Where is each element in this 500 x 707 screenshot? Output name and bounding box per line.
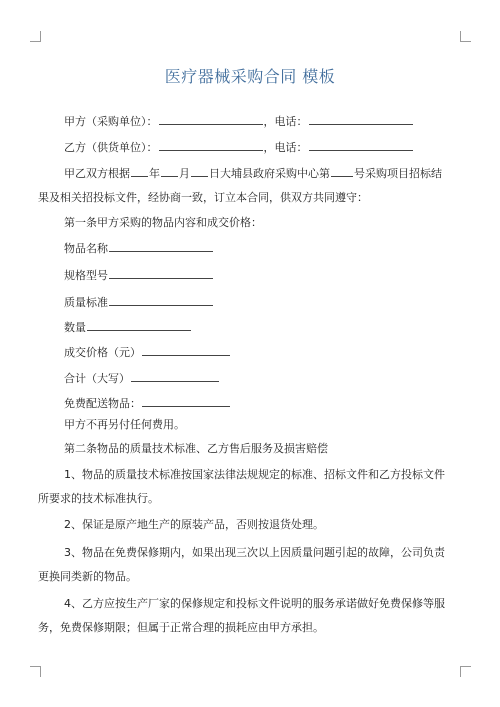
party-a-line: [64, 114, 414, 129]
intro-month-text: 月: [179, 167, 190, 180]
clause-1-line-2: 所要求的技术标准执行。: [38, 492, 159, 505]
field-item-name: [64, 241, 214, 256]
page-title: 医疗器械采购合同 模板: [164, 67, 336, 86]
intro-year-text: 年: [149, 167, 160, 180]
field-quality-label: 质量标准: [64, 296, 108, 309]
corner-mark-top-right: [460, 31, 471, 42]
field-spec-label: 规格型号: [64, 269, 108, 282]
field-free-delivery-label: 免费配送物品：: [64, 397, 141, 410]
corner-mark-top-left: [30, 31, 41, 42]
party-b-name-blank[interactable]: [159, 140, 263, 151]
field-item-name-label: 物品名称: [64, 242, 108, 255]
spec-blank[interactable]: [109, 268, 213, 279]
party-a-phone-label: ，电话：: [263, 115, 308, 128]
article-2-title: 第二条物品的质量技术标准、乙方售后服务及损害赔偿: [64, 442, 328, 455]
corner-mark-bottom-left: [30, 666, 41, 677]
clause-1-line-1: 1、物品的质量技术标准按国家法律法规规定的标准、招标文件和乙方投标文件: [64, 468, 445, 481]
party-a-phone-blank[interactable]: [309, 114, 413, 125]
article-1-title: 第一条甲方采购的物品内容和成交价格：: [64, 216, 262, 229]
intro-text-1: 甲乙双方根据: [64, 167, 130, 180]
year-blank[interactable]: [131, 166, 148, 177]
clause-4-line-2: 务，免费保修期限；但属于正常合理的损耗应由甲方承担。: [38, 621, 324, 634]
party-b-phone-blank[interactable]: [309, 140, 413, 151]
party-a-label: 甲方（采购单位）：: [64, 115, 158, 128]
field-quantity-label: 数量: [64, 321, 86, 334]
clause-4-line-1: 4、乙方应按生产厂家的保修规定和投标文件说明的服务承诺做好免费保修等服: [64, 597, 445, 610]
quantity-blank[interactable]: [87, 320, 191, 331]
clause-2-line-1: 2、保证是原产地生产的原装产品，否则按退货处理。: [64, 518, 324, 531]
party-b-label: 乙方（供货单位）：: [64, 141, 158, 154]
field-quantity: [64, 320, 192, 335]
corner-mark-bottom-right: [460, 666, 471, 677]
party-b-phone-label: ，电话：: [263, 141, 308, 154]
field-quality: [64, 295, 214, 310]
intro-number-text: 号采购项目招标结: [354, 167, 442, 180]
month-blank[interactable]: [161, 166, 178, 177]
item-name-blank[interactable]: [109, 241, 213, 252]
field-price-label: 成交价格（元）: [64, 346, 141, 359]
clause-3-line-1: 3、物品在免费保修期内，如果出现三次以上因质量问题引起的故障，公司负责: [64, 546, 445, 559]
field-spec: [64, 268, 214, 283]
price-blank[interactable]: [142, 345, 230, 356]
total-blank[interactable]: [131, 371, 219, 382]
free-delivery-blank[interactable]: [142, 396, 230, 407]
clause-3-line-2: 更换同类新的物品。: [38, 570, 137, 583]
field-free-delivery: [64, 396, 231, 411]
party-a-name-blank[interactable]: [159, 114, 263, 125]
project-number-blank[interactable]: [331, 166, 353, 177]
no-other-fee-text: 甲方不再另付任何费用。: [64, 418, 185, 431]
party-b-line: [64, 140, 414, 155]
intro-line-1: [64, 166, 442, 181]
quality-blank[interactable]: [109, 295, 213, 306]
field-total: [64, 371, 220, 386]
field-price: [64, 345, 231, 360]
field-total-label: 合计（大写）: [64, 372, 130, 385]
intro-day-text: 日大埔县政府采购中心第: [209, 167, 330, 180]
day-blank[interactable]: [191, 166, 208, 177]
intro-line-2: 果及相关招投标文件，经协商一致，订立本合同，供双方共同遵守：: [38, 191, 368, 204]
